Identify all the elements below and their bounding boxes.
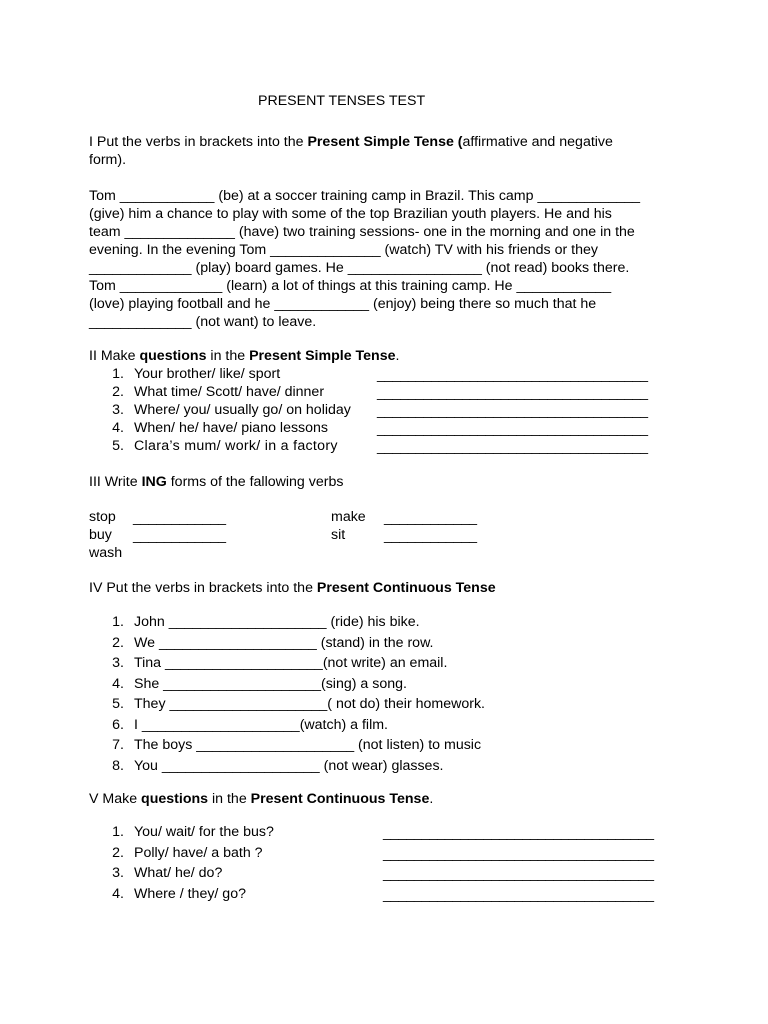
item-number: 5. (112, 696, 124, 712)
ing-answer-line[interactable]: ____________ (384, 528, 477, 544)
item-number: 5. (112, 438, 124, 454)
section-1-heading: I Put the verbs in brackets into the Present Simple Tense (affirmative and negative form). (89, 134, 613, 168)
section-4-heading: IV Put the verbs in brackets into the Present Continuous Tense (89, 580, 496, 596)
exercise-sentence: The boys ____________________ (not listen) to music (134, 737, 482, 753)
exercise-sentence: Tina ____________________(not write) an email. (134, 655, 448, 671)
section-1-line: _____________ (not want) to leave. (89, 314, 317, 330)
answer-line[interactable]: ___________________________________ (377, 403, 648, 419)
item-number: 3. (112, 655, 124, 671)
verb-word: buy (89, 527, 112, 543)
item-number: 1. (112, 824, 124, 840)
section-1-line: Tom ____________ (be) at a soccer training camp in Brazil. This camp _____________ (89, 188, 641, 204)
ing-answer-line[interactable]: ____________ (133, 510, 226, 526)
section-1-line: evening. In the evening Tom ______________ (watch) TV with his friends or they (89, 242, 598, 258)
section-1-line: team ______________ (have) two training sessions- one in the morning and one in the (89, 224, 635, 240)
question-prompt: Clara’s mum/ work/ in a factory (134, 438, 338, 454)
answer-line[interactable]: ___________________________________ (377, 367, 648, 383)
answer-line[interactable]: ___________________________________ (383, 825, 654, 841)
exercise-sentence: We ____________________ (stand) in the row. (134, 635, 434, 651)
exercise-sentence: I ____________________(watch) a film. (134, 717, 388, 733)
question-prompt: You/ wait/ for the bus? (134, 824, 274, 840)
section-1-line: (love) playing football and he ____________ (enjoy) being there so much that he (89, 296, 597, 312)
answer-line[interactable]: ___________________________________ (383, 866, 654, 882)
answer-line[interactable]: ___________________________________ (377, 439, 648, 455)
item-number: 8. (112, 758, 124, 774)
section-1-line: Tom _____________ (learn) a lot of things at this training camp. He ____________ (89, 278, 612, 294)
item-number: 2. (112, 845, 124, 861)
question-prompt: What time/ Scott/ have/ dinner (134, 384, 325, 400)
ing-answer-line[interactable]: ____________ (384, 510, 477, 526)
ing-answer-line[interactable]: ____________ (133, 528, 226, 544)
question-prompt: Where / they/ go? (134, 886, 246, 902)
verb-word: stop (89, 509, 116, 525)
section-1-line: (give) him a chance to play with some of the top Brazilian youth players. He and his (89, 206, 612, 222)
page-title: PRESENT TENSES TEST (258, 93, 426, 109)
answer-line[interactable]: ___________________________________ (383, 887, 654, 903)
verb-word: make (331, 509, 366, 525)
exercise-sentence: She ____________________(sing) a song. (134, 676, 407, 692)
item-number: 2. (112, 635, 124, 651)
item-number: 2. (112, 384, 124, 400)
question-prompt: Polly/ have/ a bath ? (134, 845, 263, 861)
item-number: 6. (112, 717, 124, 733)
item-number: 1. (112, 614, 124, 630)
section-2-heading: II Make questions in the Present Simple Tense. (89, 348, 400, 364)
question-prompt: Your brother/ like/ sport (134, 366, 281, 382)
item-number: 1. (112, 366, 124, 382)
verb-word: wash (89, 545, 123, 561)
item-number: 3. (112, 402, 124, 418)
section-5-heading: V Make questions in the Present Continuous Tense. (89, 791, 434, 807)
exercise-sentence: John ____________________ (ride) his bike. (134, 614, 420, 630)
question-prompt: What/ he/ do? (134, 865, 223, 881)
section-3-heading: III Write ING forms of the fallowing verbs (89, 474, 344, 490)
question-prompt: When/ he/ have/ piano lessons (134, 420, 329, 436)
question-prompt: Where/ you/ usually go/ on holiday (134, 402, 351, 418)
answer-line[interactable]: ___________________________________ (377, 385, 648, 401)
section-1-text (89, 187, 689, 331)
answer-line[interactable]: ___________________________________ (383, 846, 654, 862)
exercise-sentence: They ____________________( not do) their homework. (134, 696, 485, 712)
answer-line[interactable]: ___________________________________ (377, 421, 648, 437)
section-1-line: _____________ (play) board games. He _________________ (not read) books there. (89, 260, 630, 276)
verb-word: sit (331, 527, 346, 543)
item-number: 4. (112, 886, 124, 902)
item-number: 4. (112, 676, 124, 692)
item-number: 3. (112, 865, 124, 881)
item-number: 7. (112, 737, 124, 753)
item-number: 4. (112, 420, 124, 436)
exercise-sentence: You ____________________ (not wear) glasses. (134, 758, 444, 774)
